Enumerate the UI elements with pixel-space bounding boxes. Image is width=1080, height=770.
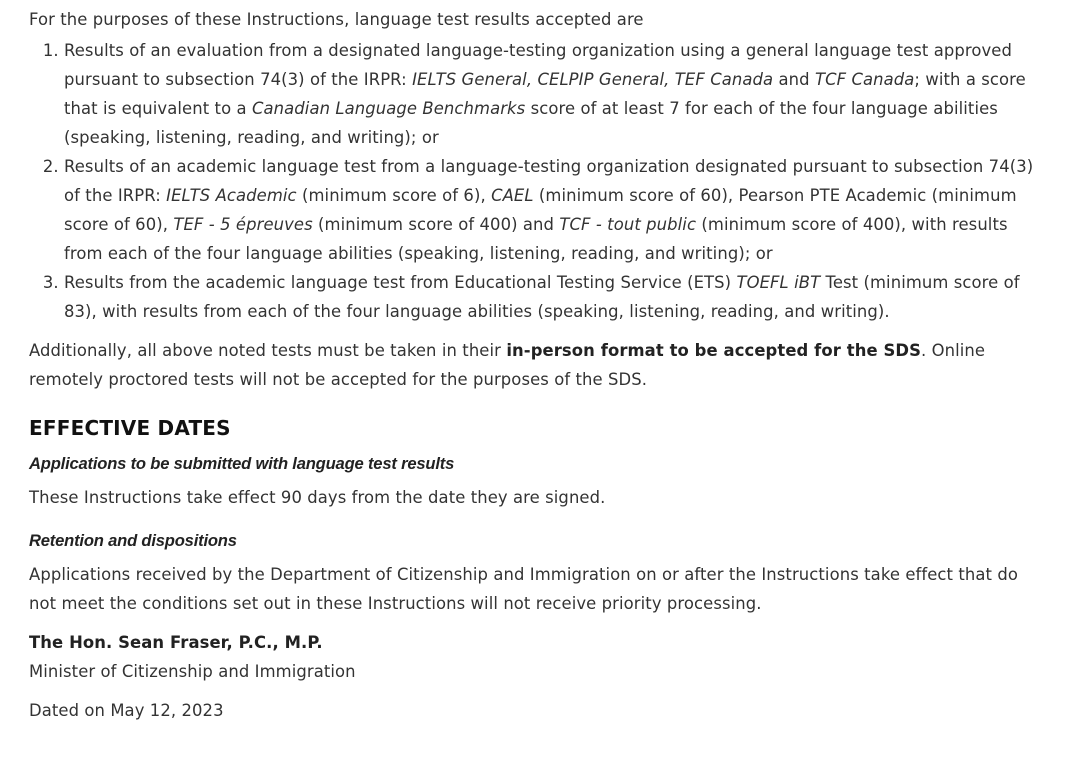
effective-dates-heading: EFFECTIVE DATES: [29, 416, 231, 440]
criteria-text: and: [773, 70, 815, 89]
test-name: IELTS General, CELPIP General, TEF Canada: [412, 70, 774, 89]
criteria-text: (minimum score of 60), Pearson PTE Academic (minimum score of 60),: [64, 186, 1017, 234]
test-name: TEF - 5 épreuves: [173, 215, 313, 234]
additional-note: [29, 336, 1040, 394]
criteria-text: Test (minimum score of 83), with results from each of the four language abilities (speaking, listening, reading, and writing).: [64, 273, 1020, 321]
criteria-text: score of at least 7 for each of the four language abilities (speaking, listening, reading, and writing); or: [64, 99, 998, 147]
criteria-text: ; with a score that is equivalent to a: [64, 70, 1026, 118]
test-name: CAEL: [491, 186, 534, 205]
intro-text: For the purposes of these Instructions, language test results accepted are: [29, 10, 644, 29]
criteria-text: Results of an evaluation from a designated language-testing organization using a general language test approved pursuant to subsection 74(3) of the IRPR:: [64, 41, 1012, 89]
in-person-requirement: in-person format to be accepted for the SDS: [506, 341, 921, 360]
signed-date: Dated on May 12, 2023: [29, 701, 224, 720]
signer-name: The Hon. Sean Fraser, P.C., M.P.: [29, 633, 323, 652]
test-name: TOEFL iBT: [736, 273, 821, 292]
subheading-language-results: Applications to be submitted with language test results: [29, 454, 455, 473]
test-name: TCF - tout public: [559, 215, 697, 234]
criteria-item: [64, 36, 1040, 152]
retention-text: Applications received by the Department of Citizenship and Immigration on or after the Instructions take effect that do not meet the conditions set out in these Instructions will not receive priority processing.: [29, 565, 1019, 613]
effective-date-text: These Instructions take effect 90 days from the date they are signed.: [29, 488, 606, 507]
subheading-retention: Retention and dispositions: [29, 531, 237, 550]
additional-note-tail: . Online remotely proctored tests will not be accepted for the purposes of the SDS.: [29, 341, 986, 389]
test-name: TCF Canada: [814, 70, 915, 89]
criteria-text: (minimum score of 6),: [296, 186, 492, 205]
accepted-tests-list: [29, 36, 1040, 326]
criteria-item: [64, 268, 1040, 326]
criteria-text: (minimum score of 400), with results from each of the four language abilities (speaking, listening, reading, and writing); or: [64, 215, 1008, 263]
criteria-text: (minimum score of 400) and: [312, 215, 560, 234]
criteria-item: [64, 152, 1040, 268]
criteria-text: Results from the academic language test from Educational Testing Service (ETS): [64, 273, 737, 292]
signer-title: Minister of Citizenship and Immigration: [29, 662, 356, 681]
test-name: Canadian Language Benchmarks: [251, 99, 526, 118]
test-name: IELTS Academic: [166, 186, 297, 205]
additional-note-lead: Additionally, all above noted tests must be taken in their: [29, 341, 507, 360]
criteria-text: Results of an academic language test from a language-testing organization designated pursuant to subsection 74(3) of the IRPR:: [64, 157, 1034, 205]
